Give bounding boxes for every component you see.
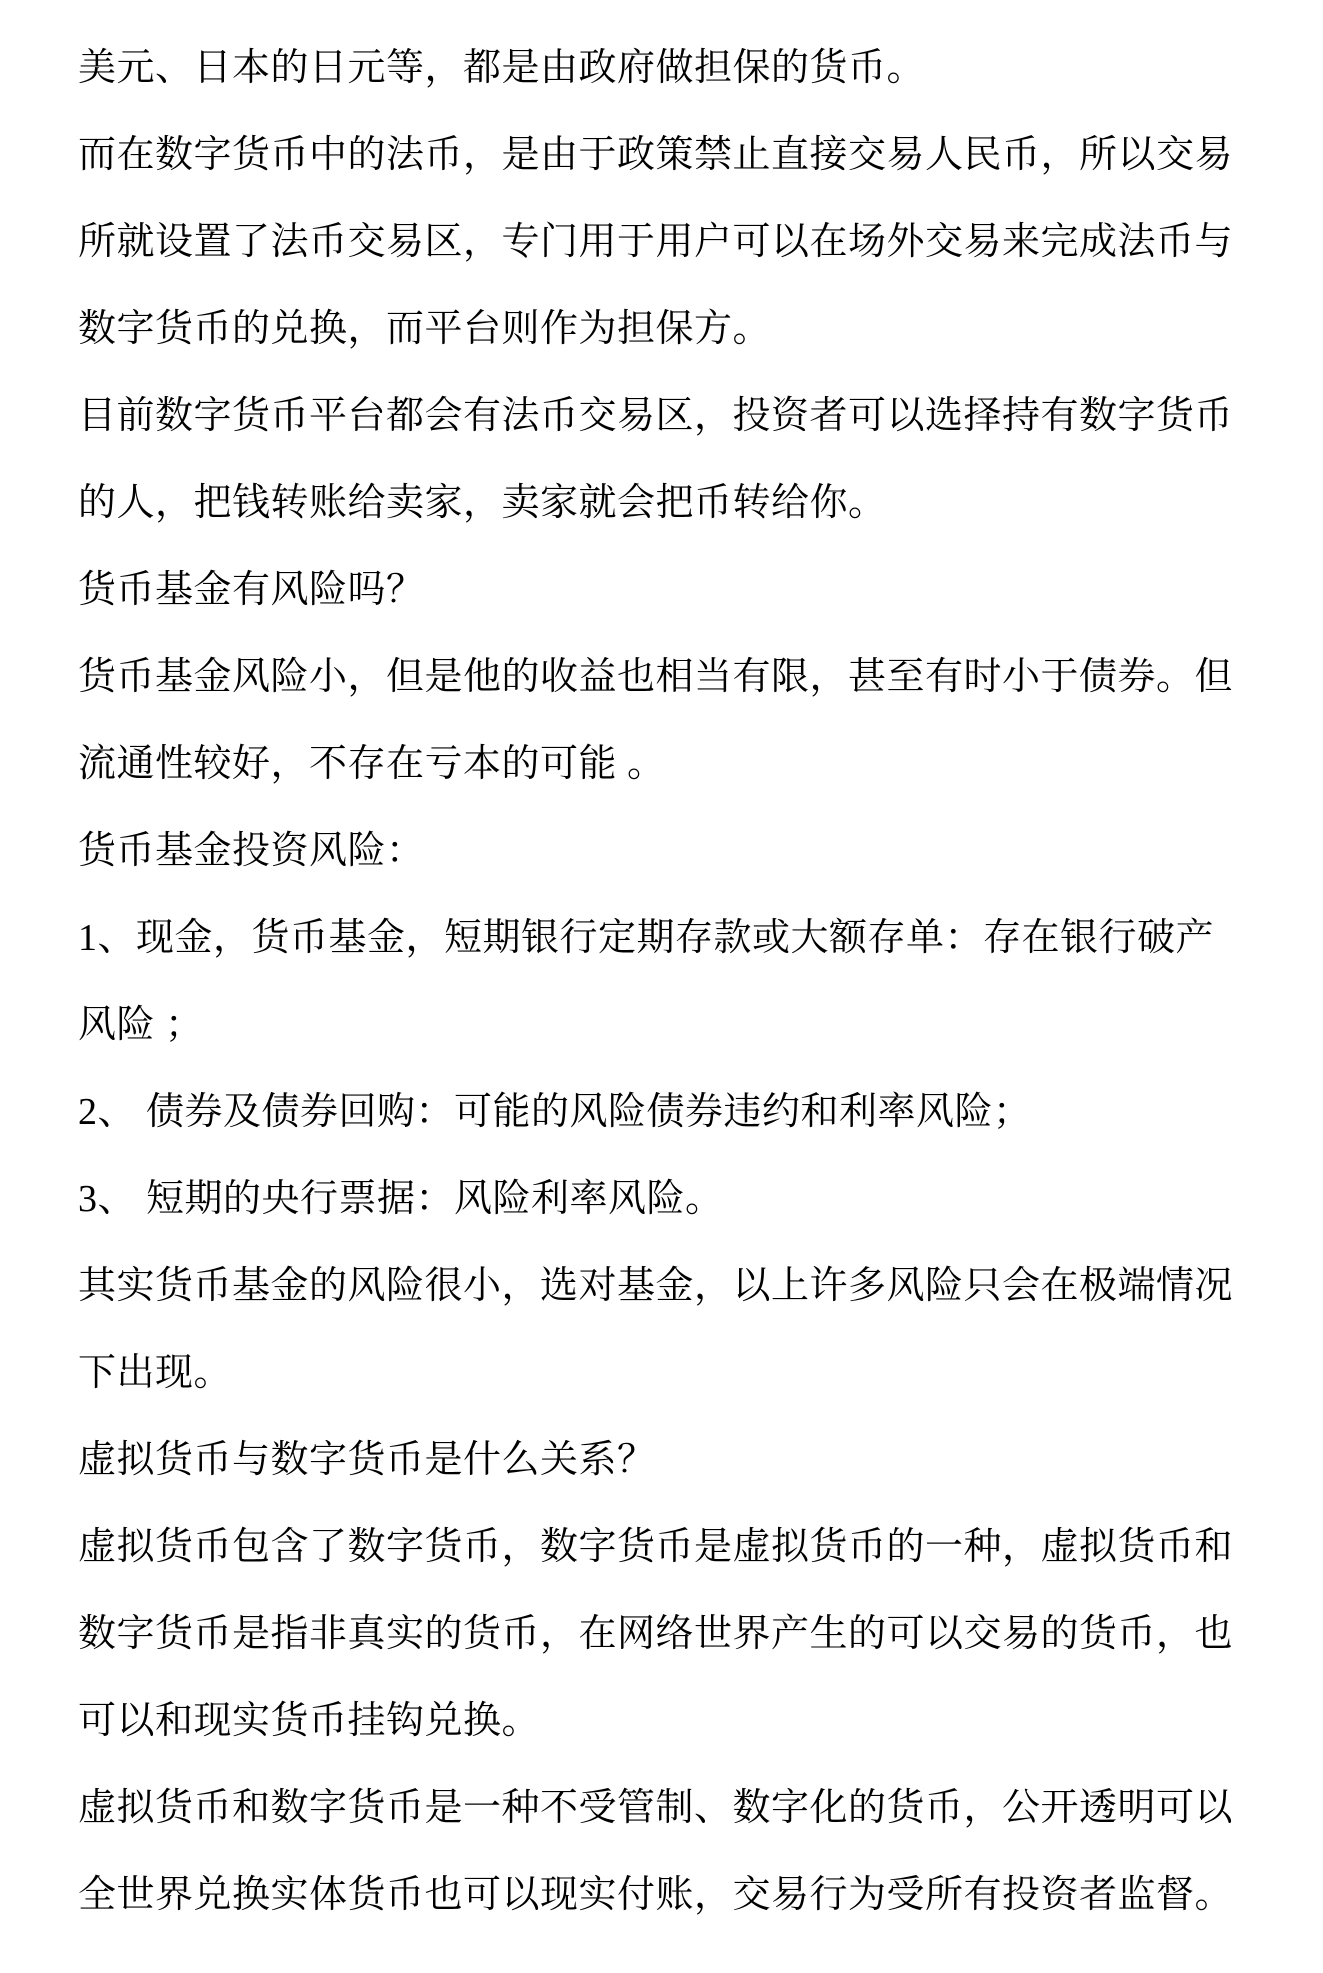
- text-line-21: 虚拟货币和数字货币是一种不受管制、数字化的货币，公开透明可以: [78, 1787, 1234, 1829]
- text-line-18: 虚拟货币包含了数字货币，数字货币是虚拟货币的一种，虚拟货币和: [78, 1526, 1234, 1568]
- text-line-20: 可以和现实货币挂钩兑换。: [78, 1700, 541, 1742]
- text-line-16: 下出现。: [78, 1352, 233, 1394]
- text-line-6: 的人，把钱转账给卖家，卖家就会把币转给你。: [78, 482, 887, 524]
- text-line-10: 货币基金投资风险：: [78, 830, 425, 872]
- text-line-4: 数字货币的兑换，而平台则作为担保方。: [78, 308, 772, 350]
- text-line-12: 风险 ；: [78, 1004, 204, 1046]
- text-line-22: 全世界兑换实体货币也可以现实付账，交易行为受所有投资者监督。: [78, 1874, 1234, 1916]
- text-line-7: 货币基金有风险吗？: [78, 569, 425, 611]
- text-line-14: 3、 短期的央行票据：风险利率风险。: [78, 1178, 724, 1220]
- text-line-19: 数字货币是指非真实的货币，在网络世界产生的可以交易的货币，也: [78, 1613, 1234, 1655]
- text-line-3: 所就设置了法币交易区，专门用于用户可以在场外交易来完成法币与: [78, 221, 1234, 263]
- text-line-9: 流通性较好，不存在亏本的可能 。: [78, 743, 666, 785]
- text-line-5: 目前数字货币平台都会有法币交易区，投资者可以选择持有数字货币: [78, 395, 1234, 437]
- text-line-11: 1、现金，货币基金，短期银行定期存款或大额存单：存在银行破产: [78, 917, 1215, 959]
- text-line-15: 其实货币基金的风险很小，选对基金，以上许多风险只会在极端情况: [78, 1265, 1234, 1307]
- text-line-1: 美元、日本的日元等，都是由政府做担保的货币。: [78, 47, 926, 89]
- text-line-8: 货币基金风险小，但是他的收益也相当有限，甚至有时小于债券。但: [78, 656, 1234, 698]
- text-line-2: 而在数字货币中的法币，是由于政策禁止直接交易人民币，所以交易: [78, 134, 1234, 176]
- document-body: [78, 25, 1268, 1939]
- text-line-17: 虚拟货币与数字货币是什么关系？: [78, 1439, 656, 1481]
- text-line-13: 2、 债券及债券回购：可能的风险债券违约和利率风险；: [78, 1091, 1032, 1133]
